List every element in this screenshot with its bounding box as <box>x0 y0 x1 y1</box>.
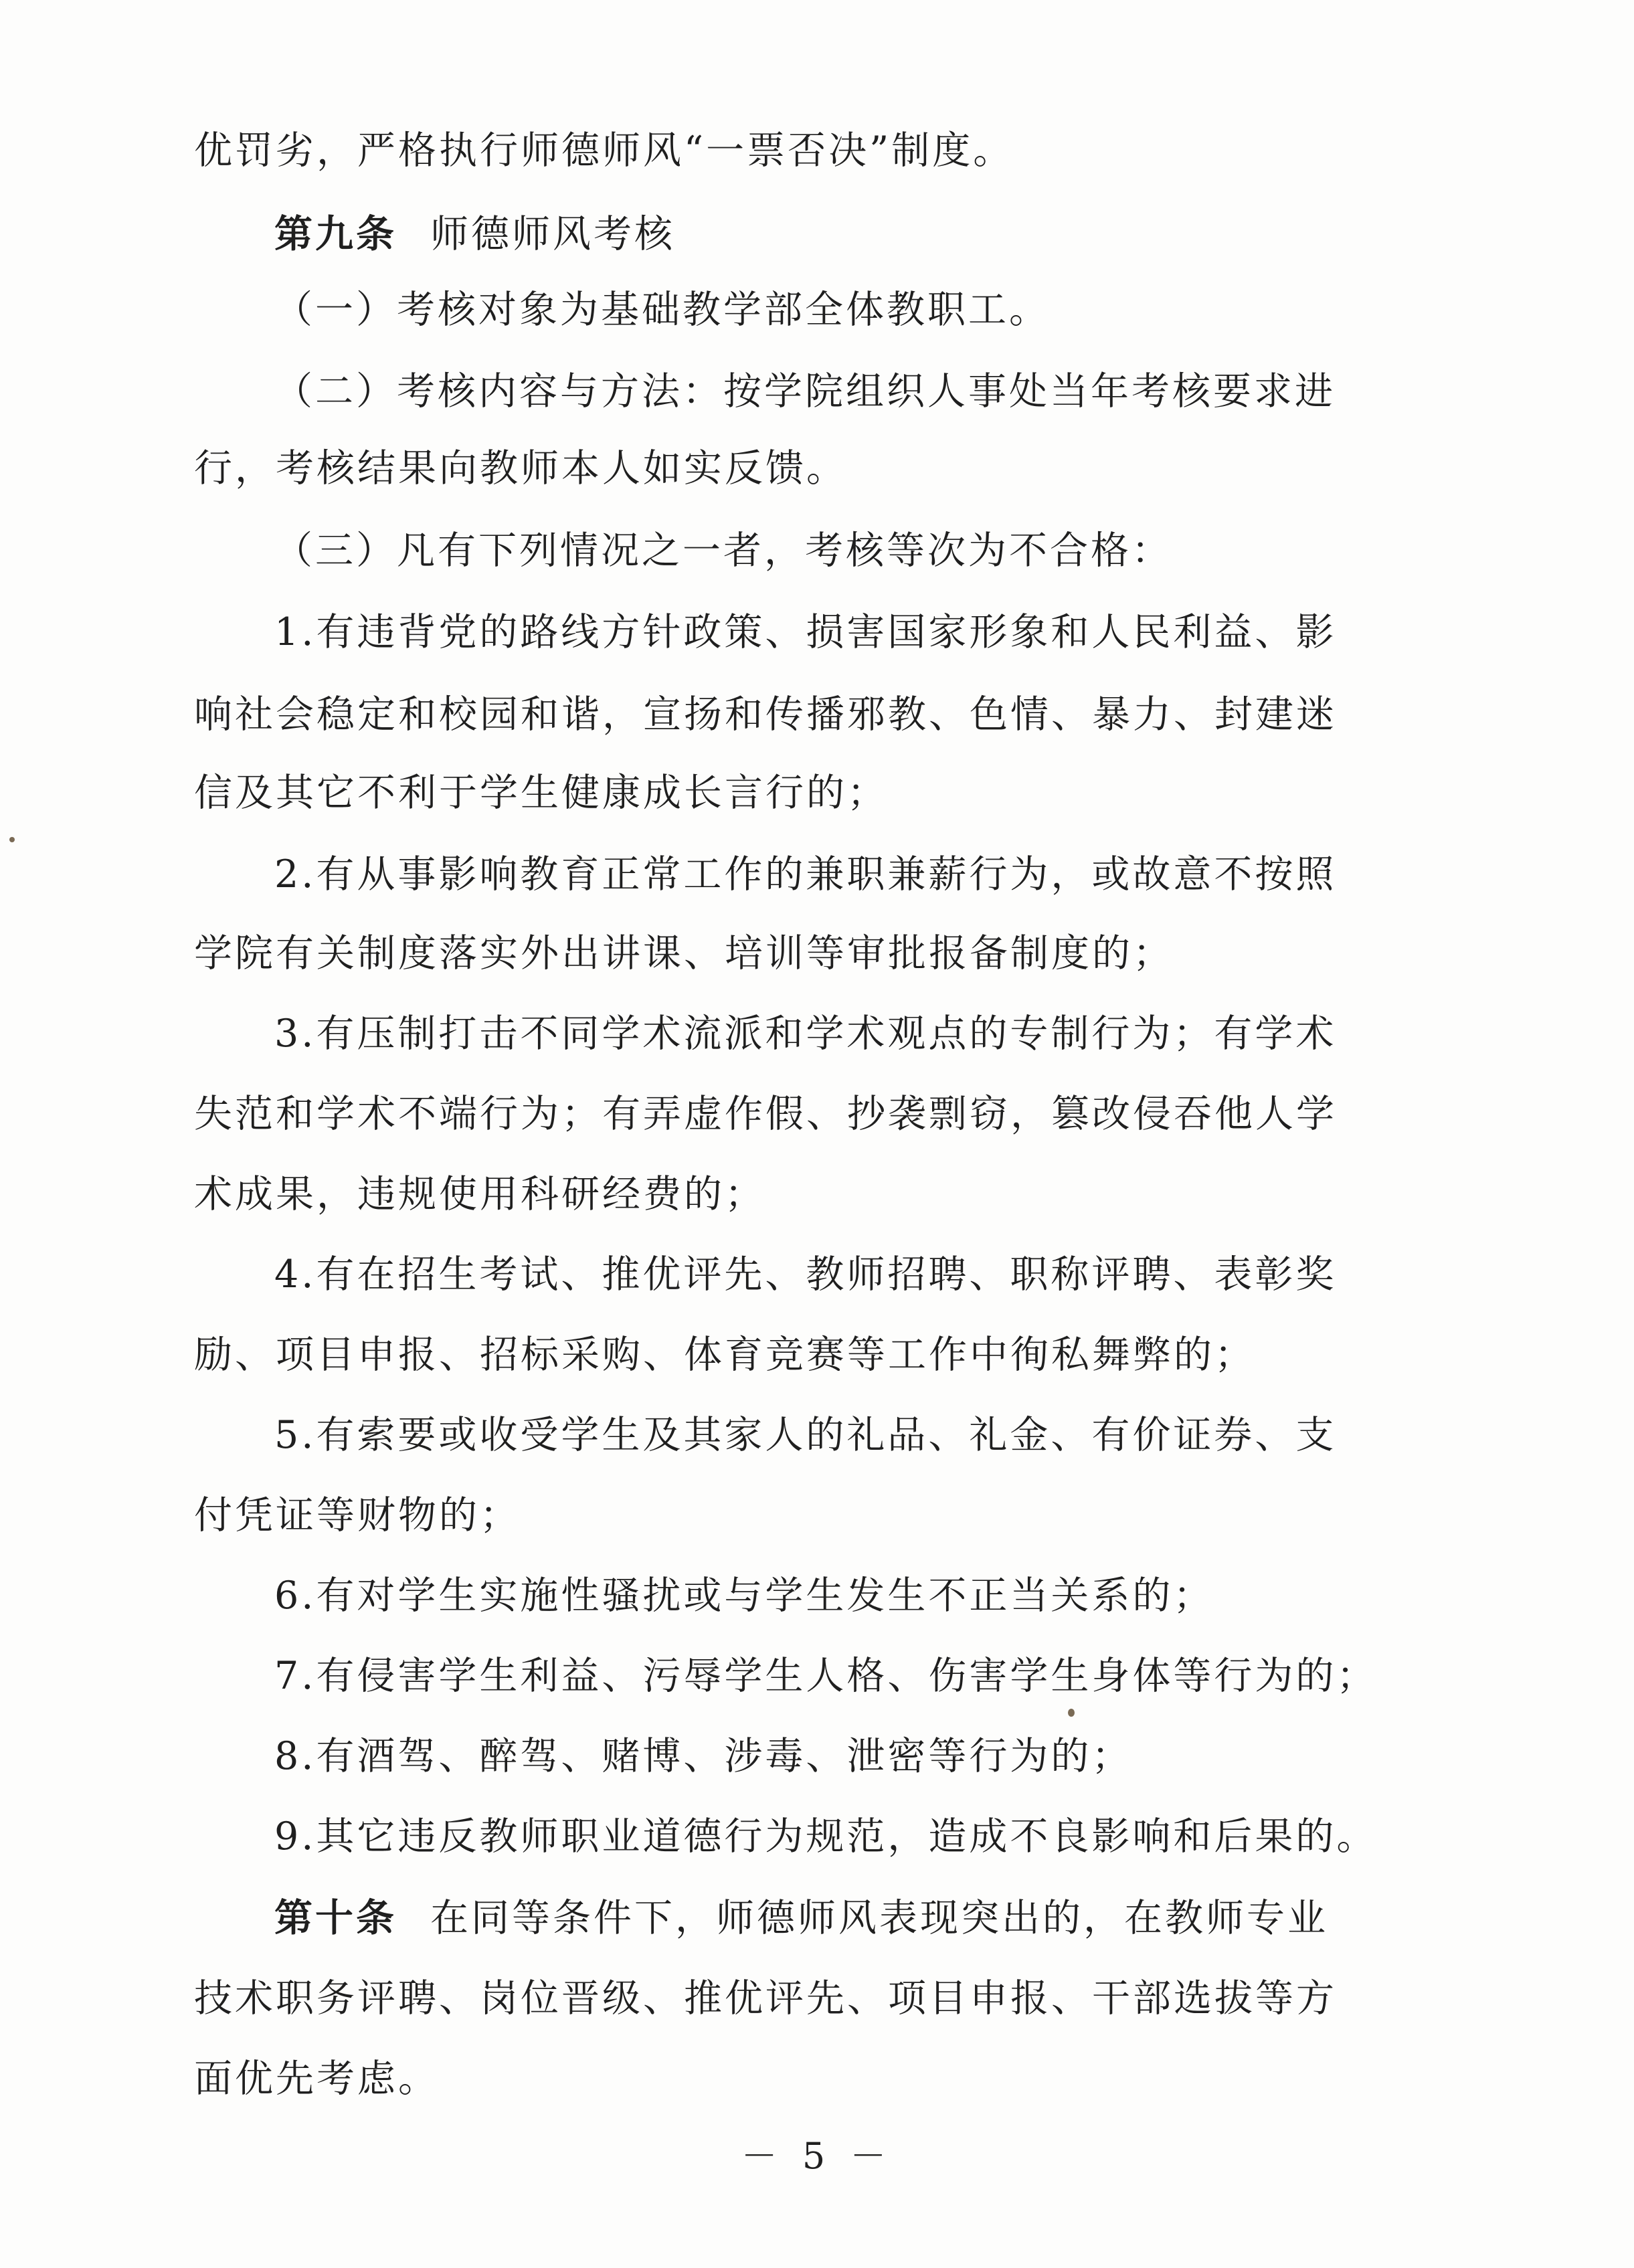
text-line: 面优先考虑。 <box>194 2057 439 2101</box>
scan-speck <box>9 837 15 842</box>
text-line: （一）考核对象为基础教学部全体教职工。 <box>274 288 1050 332</box>
text-line: 信及其它不利于学生健康成长言行的； <box>194 771 888 815</box>
page-number: － 5 － <box>741 2135 893 2177</box>
article-text: 在同等条件下，师德师风表现突出的，在教师专业 <box>430 1896 1328 1940</box>
text-line: 7.有侵害学生利益、污辱学生人格、伤害学生身体等行为的； <box>274 1654 1378 1698</box>
text-line: 3.有压制打击不同学术流派和学术观点的专制行为；有学术 <box>274 1012 1337 1056</box>
text-line: 1.有违背党的路线方针政策、损害国家形象和人民利益、影 <box>274 610 1337 654</box>
article-10 <box>274 1888 1425 1948</box>
text-line: 2.有从事影响教育正常工作的兼职兼薪行为，或故意不按照 <box>274 852 1337 896</box>
text-line: 8.有酒驾、醉驾、赌博、涉毒、泄密等行为的； <box>274 1734 1133 1778</box>
text-line: 付凭证等财物的； <box>194 1493 521 1537</box>
text-line: 学院有关制度落实外出讲课、培训等审批报备制度的； <box>194 931 1174 975</box>
article-9 <box>274 204 1425 264</box>
article-heading: 第十条 <box>274 1895 397 1940</box>
article-heading: 第九条 <box>274 211 397 256</box>
text-line: 5.有索要或收受学生及其家人的礼品、礼金、有价证券、支 <box>274 1413 1337 1457</box>
text-line: 优罚劣，严格执行师德师风“一票否决”制度。 <box>194 128 1014 173</box>
text-line: 术成果，违规使用科研经费的； <box>194 1172 765 1216</box>
text-line: 行，考核结果向教师本人如实反馈。 <box>194 446 847 490</box>
text-line: 励、项目申报、招标采购、体育竞赛等工作中徇私舞弊的； <box>194 1333 1255 1377</box>
article-title: 师德师风考核 <box>430 212 675 256</box>
text-line: 失范和学术不端行为；有弄虚作假、抄袭剽窃，篡改侵吞他人学 <box>194 1092 1337 1136</box>
text-line: （二）考核内容与方法：按学院组织人事处当年考核要求进 <box>274 369 1336 413</box>
text-line: 响社会稳定和校园和谐，宣扬和传播邪教、色情、暴力、封建迷 <box>194 692 1337 737</box>
text-line: 6.有对学生实施性骚扰或与学生发生不正当关系的； <box>274 1574 1214 1618</box>
text-line: 技术职务评聘、岗位晋级、推优评先、项目申报、干部选拔等方 <box>194 1976 1337 2020</box>
scan-speck <box>1068 1709 1075 1717</box>
text-line: 4.有在招生考试、推优评先、教师招聘、职称评聘、表彰奖 <box>274 1252 1337 1297</box>
text-line: 9.其它违反教师职业道德行为规范，造成不良影响和后果的。 <box>274 1814 1378 1859</box>
text-line: （三）凡有下列情况之一者，考核等次为不合格： <box>274 529 1172 573</box>
